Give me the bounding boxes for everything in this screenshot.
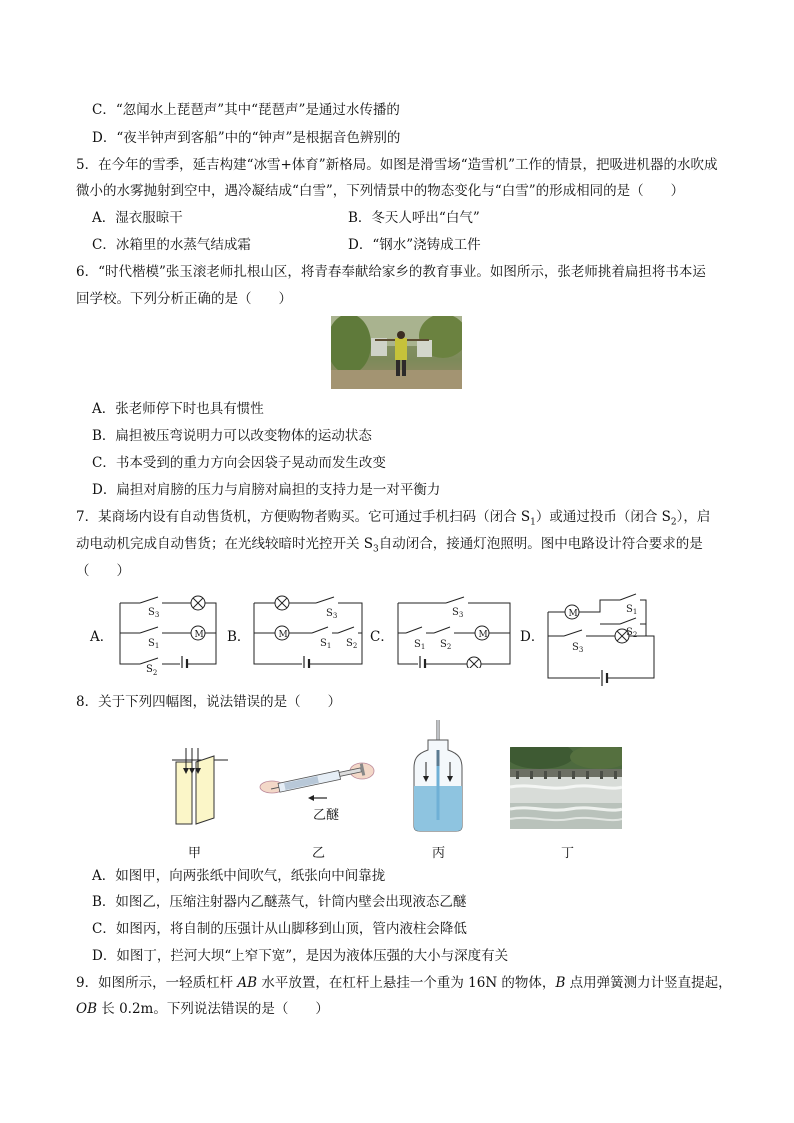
svg-text:S1: $S_1$ xyxy=(320,638,332,650)
motor-label: M xyxy=(478,630,488,640)
q5-option-b: B．冬天人呼出“白气” xyxy=(348,210,480,226)
q8-stem: 8．关于下列四幅图，说法错误的是（ ） xyxy=(76,694,342,710)
motor-label: M xyxy=(194,630,204,640)
svg-text:S2: $S_2$ xyxy=(626,627,638,639)
q5-stem-line2: 微小的水雾抛射到空中，遇冷凝结成“白雪”，下列情景中的物态变化与“白雪”的形成相同的是（ ） xyxy=(76,183,685,199)
q4-option-c: C．“忽闻水上琵琶声”其中“琵琶声”是通过水传播的 xyxy=(92,102,400,118)
q6-option-d: D．扁担对肩膀的压力与肩膀对扁担的支持力是一对平衡力 xyxy=(92,482,441,498)
svg-text:S2: $S_2$ xyxy=(440,639,452,651)
q8-option-d: D．如图丁，拦河大坝“上窄下宽”，是因为液体压强的大小与深度有关 xyxy=(92,948,509,964)
ether-label: 乙醚 xyxy=(313,808,340,823)
q5-option-c: C．冰箱里的水蒸气结成霜 xyxy=(92,237,251,253)
q9-stem-line2: OB 长 0.2m。下列说法错误的是（ ） xyxy=(76,1001,329,1017)
circuit-label-c: C． xyxy=(370,629,394,645)
caption-jia: 甲 xyxy=(188,846,202,861)
q8-option-a: A．如图甲，向两张纸中间吹气，纸张向中间靠拢 xyxy=(92,868,386,884)
q5-option-a: A．湿衣服晾干 xyxy=(92,210,183,226)
svg-text:S2: $S_2$ xyxy=(346,638,358,650)
svg-text:S3: $S_3$ xyxy=(452,607,464,619)
q8-option-c: C．如图丙，将自制的压强计从山脚移到山顶，管内液柱会降低 xyxy=(92,921,467,937)
q6-option-b: B．扁担被压弯说明力可以改变物体的运动状态 xyxy=(92,428,372,444)
svg-text:S1: $S_1$ xyxy=(148,638,160,650)
circuit-d xyxy=(542,592,662,686)
caption-bing: 丙 xyxy=(432,846,446,861)
circuit-label-d: D． xyxy=(520,629,545,645)
circuit-a xyxy=(110,592,226,668)
circuit-label-a: A． xyxy=(90,629,114,645)
arrow-icon xyxy=(308,794,328,802)
figure-bing-bottle xyxy=(412,720,464,832)
q9-stem-line1: 9．如图所示，一轻质杠杆 AB 水平放置，在杠杆上悬挂一个重为 16N 的物体，B 点用弹簧测力计竖直提起， xyxy=(76,975,732,991)
q6-stem-line2: 回学校。下列分析正确的是（ ） xyxy=(76,291,292,307)
teacher-carrying-pole-photo xyxy=(331,316,462,389)
svg-text:S3: $S_3$ xyxy=(326,608,338,620)
q7-stem-line2: 动电动机完成自动售货；在光线较暗时光控开关 $S_3$自动闭合，接通灯泡照明。图中电路设计符合要求的是 xyxy=(76,536,703,555)
q6-option-a: A．张老师停下时也具有惯性 xyxy=(92,401,264,417)
caption-yi: 乙 xyxy=(312,846,326,861)
caption-ding: 丁 xyxy=(561,846,575,861)
motor-label: M xyxy=(568,609,578,619)
svg-text:S1: $S_1$ xyxy=(414,639,426,651)
q7-stem-line3: （ ） xyxy=(76,563,130,579)
svg-text:S3: $S_3$ xyxy=(148,607,160,619)
q7-stem-line1: 7．某商场内设有自动售货机，方便购物者购买。它可通过手机扫码（闭合 $S_1$）或通过投币（闭合 $S_2$），启 xyxy=(76,509,711,528)
svg-text:S1: $S_1$ xyxy=(626,604,638,616)
q5-stem-line1: 5．在今年的雪季，延吉构建“冰雪+体育”新格局。如图是滑雪场“造雪机”工作的情景，把吸进机器的水吹成 xyxy=(76,157,718,173)
q8-option-b: B．如图乙，压缩注射器内乙醚蒸气，针筒内壁会出现液态乙醚 xyxy=(92,894,467,910)
figure-jia-paper-sheets xyxy=(170,748,232,828)
q5-option-d: D．“钢水”浇铸成工件 xyxy=(348,237,481,253)
circuit-label-b: B． xyxy=(227,629,251,645)
motor-label: M xyxy=(278,630,288,640)
circuit-a-s2-label: $S_2$ xyxy=(146,664,158,677)
circuit-c xyxy=(392,592,516,668)
figure-ding-dam-photo xyxy=(510,747,622,829)
q4-option-d: D．“夜半钟声到客船”中的“钟声”是根据音色辨别的 xyxy=(92,130,401,146)
svg-text:S3: $S_3$ xyxy=(572,642,584,654)
circuit-b xyxy=(250,592,368,668)
q6-option-c: C．书本受到的重力方向会因袋子晃动而发生改变 xyxy=(92,455,386,471)
q6-stem-line1: 6．“时代楷模”张玉滚老师扎根山区，将青春奉献给家乡的教育事业。如图所示，张老师挑着扁担将书本运 xyxy=(76,264,706,280)
